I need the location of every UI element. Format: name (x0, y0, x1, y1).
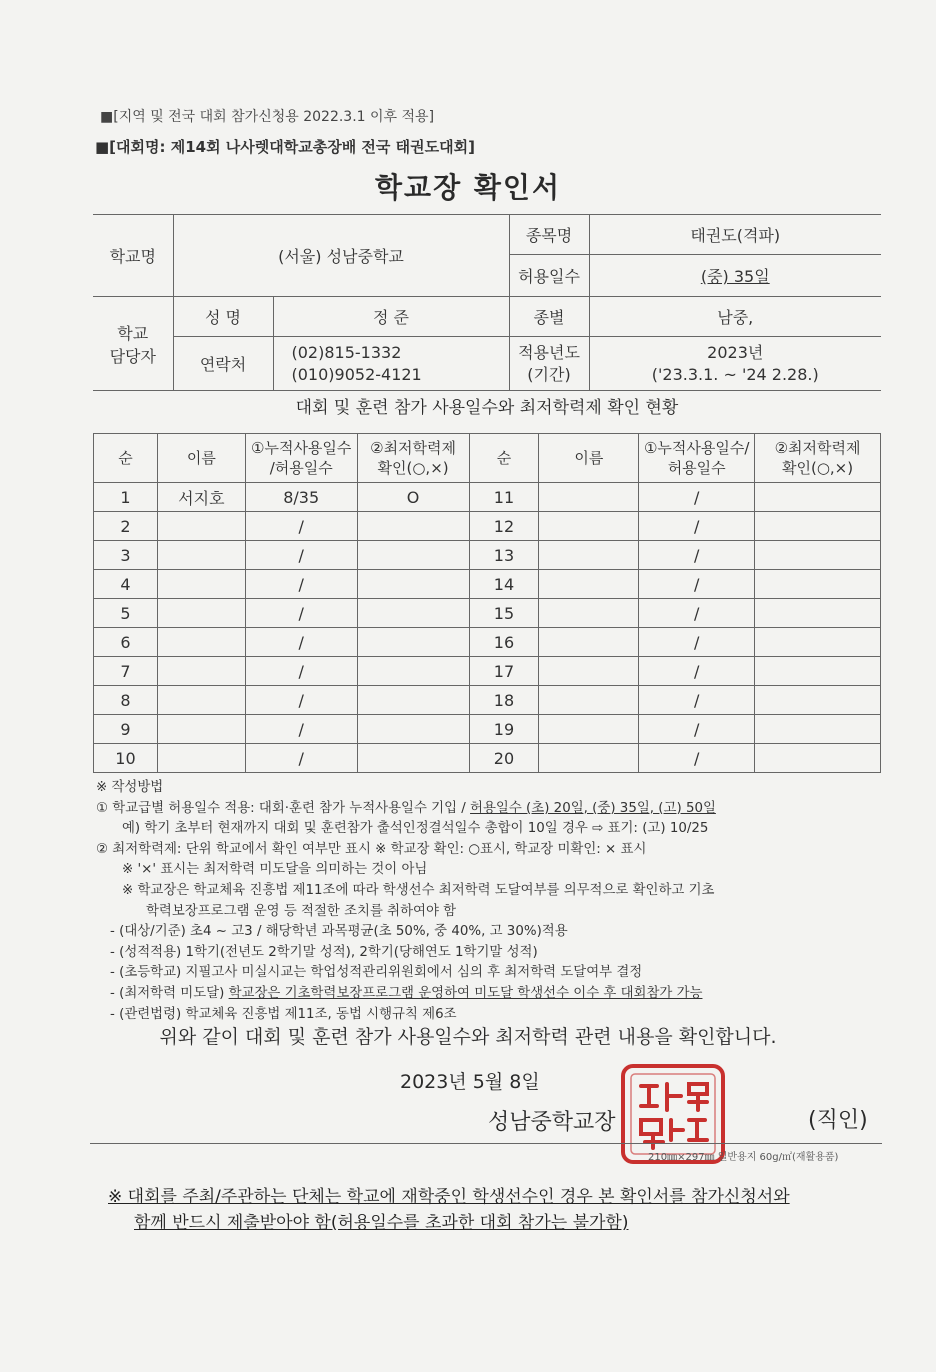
usage-table (93, 433, 881, 773)
row-no: 3 (94, 541, 158, 570)
row-days-right: / (639, 686, 755, 715)
submission-notice-2: 함께 반드시 제출받아야 함(허용일수를 초과한 대회 참가는 불가함) (134, 1213, 629, 1233)
row-name-right (539, 599, 639, 628)
year-value: 2023년 (707, 342, 764, 362)
row-days: / (245, 686, 357, 715)
competition-name: ■[대회명: 제14회 나사렛대학교총장배 전국 태권도대회] (95, 138, 475, 156)
row-no-right: 12 (469, 512, 539, 541)
row-check (357, 686, 469, 715)
row-no: 9 (94, 715, 158, 744)
row-days-right: / (639, 570, 755, 599)
note-8: - (성적적용) 1학기(전년도 2학기말 성적), 2학기(당해연도 1학기말 성적) (110, 944, 538, 960)
row-check-right (755, 541, 881, 570)
note-11: - (관련법령) 학교체육 진흥법 제11조, 동법 시행규칙 제6조 (110, 1006, 457, 1022)
row-check (357, 570, 469, 599)
gender-label: 종별 (509, 297, 589, 337)
header-check-r2: 확인(○,×) (781, 459, 854, 477)
gender-value: 남중, (589, 297, 881, 337)
name-value: 정 준 (273, 297, 509, 337)
header-days-r2: 허용일수 (667, 459, 726, 477)
row-no-right: 18 (469, 686, 539, 715)
row-name-right (539, 715, 639, 744)
row-check (357, 715, 469, 744)
school-info-table (93, 214, 881, 391)
row-days-right: / (639, 744, 755, 773)
row-check (357, 744, 469, 773)
footer-divider (90, 1143, 882, 1144)
row-days: / (245, 570, 357, 599)
contact-label-2: 담당자 (109, 346, 156, 366)
table-row (94, 715, 881, 744)
row-check: O (357, 483, 469, 512)
row-name (157, 541, 245, 570)
row-no-right: 14 (469, 570, 539, 599)
row-check (357, 541, 469, 570)
note-4: ※ '×' 표시는 최저학력 미도달을 의미하는 것이 아님 (122, 862, 428, 878)
row-days: / (245, 628, 357, 657)
table-row (94, 744, 881, 773)
note-1-underlined: 허용일수 (초) 20일, (중) 35일, (고) 50일 (470, 800, 716, 816)
row-name (157, 657, 245, 686)
header-check-right (755, 434, 881, 483)
note-6: 학력보장프로그램 운영 등 적절한 조치를 취하여야 함 (146, 903, 457, 919)
row-name (157, 570, 245, 599)
row-name (157, 512, 245, 541)
row-days-right: / (639, 599, 755, 628)
allowed-days-label: 허용일수 (509, 255, 589, 297)
row-no: 4 (94, 570, 158, 599)
sport-label: 종목명 (509, 215, 589, 255)
phone-1: (02)815-1332 (291, 342, 402, 362)
instructions (96, 778, 886, 1025)
row-days: / (245, 744, 357, 773)
table-row (94, 599, 881, 628)
row-days: / (245, 657, 357, 686)
phone-2: (010)9052-4121 (291, 364, 422, 384)
row-no-right: 20 (469, 744, 539, 773)
header-name: 이름 (157, 434, 245, 483)
row-no-right: 17 (469, 657, 539, 686)
seal-label: (직인) (808, 1108, 868, 1133)
row-name: 서지호 (157, 483, 245, 512)
header-no-right: 순 (469, 434, 539, 483)
row-days: 8/35 (245, 483, 357, 512)
row-days-right: / (639, 715, 755, 744)
row-check-right (755, 657, 881, 686)
note-10-underlined: 학교장은 기초학력보장프로그램 운영하여 미도달 학생선수 이수 후 대회참가 가능 (228, 985, 703, 1001)
row-name (157, 599, 245, 628)
row-no: 2 (94, 512, 158, 541)
table-row (94, 512, 881, 541)
row-no-right: 16 (469, 628, 539, 657)
row-days: / (245, 599, 357, 628)
contact-person-label (93, 297, 173, 391)
row-days-right: / (639, 628, 755, 657)
submission-notice-1: ※ 대회를 주최/주관하는 단체는 학교에 재학중인 학생선수인 경우 본 확인서를 참가신청서와 (108, 1187, 790, 1207)
row-no-right: 15 (469, 599, 539, 628)
note-7: - (대상/기준) 초4 ~ 고3 / 해당학년 과목평균(초 50%, 중 40%, 고 30%)적용 (110, 924, 568, 940)
section-title: 대회 및 훈련 참가 사용일수와 최저학력제 확인 현황 (295, 398, 679, 418)
row-check-right (755, 483, 881, 512)
document-title: 학교장 확인서 (374, 171, 562, 204)
table-row (94, 628, 881, 657)
row-check (357, 599, 469, 628)
row-name-right (539, 628, 639, 657)
row-check (357, 657, 469, 686)
row-check (357, 512, 469, 541)
row-no: 1 (94, 483, 158, 512)
row-days: / (245, 541, 357, 570)
header-days-r1: ①누적사용일수/ (643, 439, 750, 457)
note-1: ① 학교급별 허용일수 적용: 대회·훈련 참가 누적사용일수 기입 / 허용일수 (초) 20일, (중) 35일, (고) 50일 (96, 800, 716, 816)
sport-value: 태권도(격파) (589, 215, 881, 255)
confirmation-text: 위와 같이 대회 및 훈련 참가 사용일수와 최저학력 관련 내용을 확인합니다. (159, 1026, 777, 1048)
form-version-header: ■[지역 및 전국 대회 참가신청용 2022.3.1 이후 적용] (100, 109, 435, 125)
table-row (94, 483, 881, 512)
row-no: 10 (94, 744, 158, 773)
row-days: / (245, 715, 357, 744)
row-days-right: / (639, 541, 755, 570)
row-check-right (755, 686, 881, 715)
issue-date: 2023년 5월 8일 (400, 1071, 540, 1093)
header-days-right (639, 434, 755, 483)
row-no: 6 (94, 628, 158, 657)
row-no-right: 13 (469, 541, 539, 570)
row-days: / (245, 512, 357, 541)
row-name (157, 715, 245, 744)
note-9: - (초등학교) 지필고사 미실시교는 학업성적관리위원회에서 심의 후 최저학력 도달여부 결정 (110, 965, 643, 981)
row-days-right: / (639, 483, 755, 512)
row-name-right (539, 570, 639, 599)
contact-label-1: 학교 (117, 323, 149, 343)
note-heading: ※ 작성방법 (96, 780, 164, 795)
header-days (245, 434, 357, 483)
row-check (357, 628, 469, 657)
year-label-2: (기간) (527, 364, 571, 384)
row-check-right (755, 570, 881, 599)
row-name-right (539, 744, 639, 773)
header-check (357, 434, 469, 483)
header-name-right: 이름 (539, 434, 639, 483)
row-no-right: 11 (469, 483, 539, 512)
row-no: 7 (94, 657, 158, 686)
school-label: 학교명 (93, 215, 173, 297)
year-period: ('23.3.1. ~ '24 2.28.) (651, 364, 819, 384)
table-row (94, 570, 881, 599)
note-2: 예) 학기 초부터 현재까지 대회 및 훈련참가 출석인정결석일수 총합이 10일 경우 ⇨ 표기: (고) 10/25 (122, 821, 709, 837)
row-name (157, 628, 245, 657)
name-label: 성 명 (173, 297, 273, 337)
row-no: 8 (94, 686, 158, 715)
header-days-1: ①누적사용일수 (251, 439, 352, 457)
table-row (94, 686, 881, 715)
row-name (157, 744, 245, 773)
row-days-right: / (639, 512, 755, 541)
note-5: ※ 학교장은 학교체육 진흥법 제11조에 따라 학생선수 최저학력 도달여부를 의무적으로 확인하고 기초 (122, 882, 715, 898)
row-check-right (755, 715, 881, 744)
header-check-r1: ②최저학력제 (774, 439, 861, 457)
principal-name: 성남중학교장 (488, 1110, 616, 1135)
header-check-1: ②최저학력제 (370, 439, 457, 457)
row-name-right (539, 512, 639, 541)
submission-notice (108, 1184, 790, 1236)
header-days-2: /허용일수 (269, 459, 333, 477)
row-name (157, 686, 245, 715)
header-no: 순 (94, 434, 158, 483)
row-days-right: / (639, 657, 755, 686)
row-name-right (539, 483, 639, 512)
row-no: 5 (94, 599, 158, 628)
table-row (94, 541, 881, 570)
row-name-right (539, 686, 639, 715)
school-value: (서울) 성남중학교 (173, 215, 509, 297)
row-check-right (755, 512, 881, 541)
allowed-days-value: (중) 35일 (700, 267, 770, 286)
row-name-right (539, 657, 639, 686)
note-3: ② 최저학력제: 단위 학교에서 확인 여부만 표시 ※ 학교장 확인: ○표시, 학교장 미확인: × 표시 (96, 841, 647, 857)
phone-label: 연락처 (173, 337, 273, 391)
row-check-right (755, 744, 881, 773)
row-no-right: 19 (469, 715, 539, 744)
row-check-right (755, 599, 881, 628)
header-check-2: 확인(○,×) (377, 459, 449, 477)
note-10: - (최저학력 미도달) 학교장은 기초학력보장프로그램 운영하여 미도달 학생선수 이수 후 대회참가 가능 (110, 985, 703, 1001)
row-check-right (755, 628, 881, 657)
paper-spec: 210㎜×297㎜ 일반용지 60g/㎡(재활용품) (648, 1152, 839, 1163)
table-row (94, 657, 881, 686)
row-name-right (539, 541, 639, 570)
year-label-1: 적용년도 (518, 342, 580, 362)
